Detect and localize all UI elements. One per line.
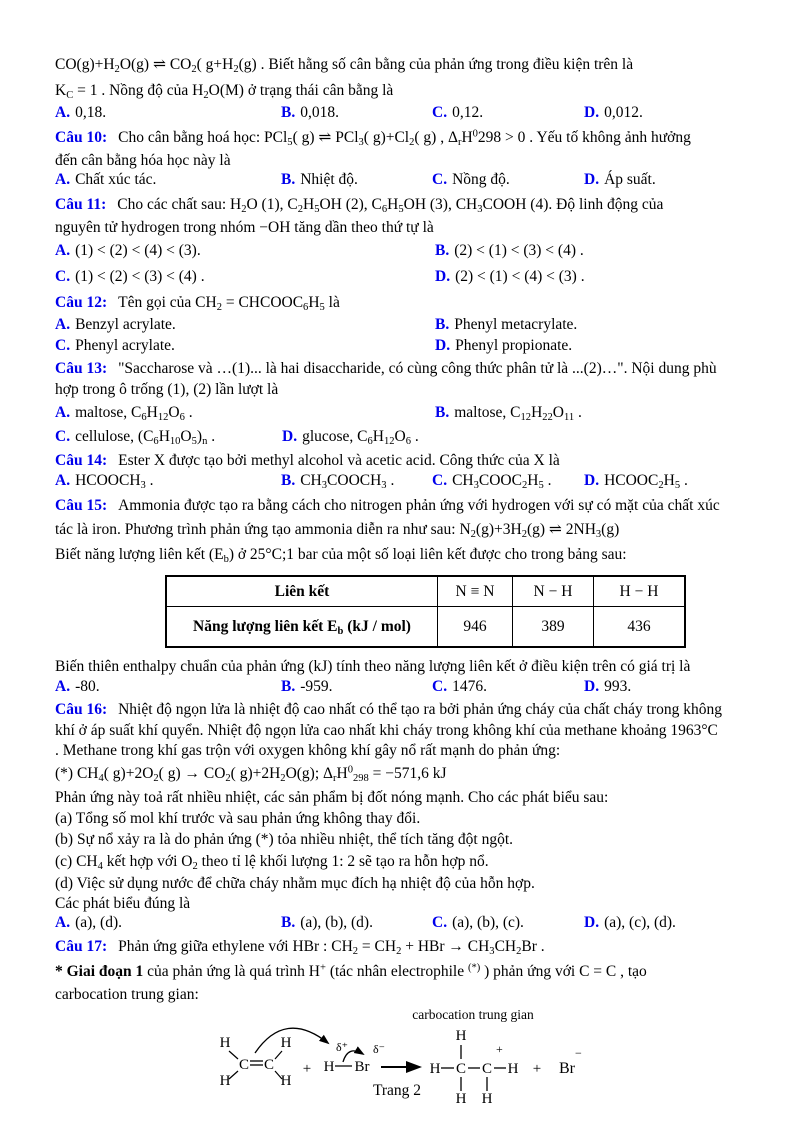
option-text: -80. — [75, 678, 100, 695]
option-letter: B. — [281, 171, 296, 188]
statement-text: (a) Tổng số mol khí trước và sau phản ứng không thay đổi. — [55, 810, 421, 827]
q11-line2-text: nguyên tử hydrogen trong nhóm −OH tăng dần theo thứ tự là — [55, 219, 434, 236]
delta-plus-label: δ⁺ — [336, 1040, 348, 1054]
option-text: 993. — [604, 678, 632, 695]
q9-line1-text: $CO(g)+H_2O(g)$ ⇌ $CO_2$( $g+H_2(g)$ . Biết hằng số cân bằng của phản ứng trong điều kiện trên là — [55, 56, 634, 76]
q13-options-cd — [55, 424, 747, 450]
table-header-hh: H − H — [594, 576, 686, 607]
q15-option-b — [281, 678, 333, 696]
option-letter: B. — [281, 914, 296, 931]
q17-line1 — [55, 935, 747, 959]
q16-statement-b — [55, 829, 747, 850]
option-text: (1) < (2) < (3) < (4) . — [75, 268, 205, 285]
option-text: Áp suất. — [604, 171, 656, 188]
q16-statement-a — [55, 809, 747, 829]
option-letter: A. — [55, 316, 71, 333]
q15-line4-text: Biến thiên enthalpy chuẩn của phản ứng (kJ) tính theo năng lượng liên kết ở điều kiện trên có giá trị là — [55, 658, 691, 675]
q13-line1-text: "Saccharose và …(1)... là hai disaccharide, có cùng công thức phân tử là ...(2)…". Nội dung phù — [118, 360, 717, 377]
q15-line3 — [55, 542, 747, 568]
q12-option-b — [435, 316, 577, 334]
option-letter: C. — [432, 171, 448, 188]
q15-option-c — [432, 678, 487, 696]
option-letter: D. — [584, 914, 600, 931]
q13-options-ab — [55, 400, 747, 424]
table-header-nn: N ≡ N — [438, 576, 513, 607]
q11-label: Câu 11: — [55, 196, 107, 213]
product-h-left: H — [429, 1061, 441, 1077]
table-row-label: Năng lượng liên kết $E_b$ (kJ / mol) — [166, 607, 438, 648]
option-letter: B. — [435, 316, 450, 333]
q15-line1 — [55, 495, 747, 517]
q15-label: Câu 15: — [55, 497, 108, 514]
q14-options — [55, 472, 747, 495]
q17-label: Câu 17: — [55, 938, 108, 955]
statement-text: (d) Việc sử dụng nước để chữa cháy nhằm mục đích hạ nhiệt độ của hỗn hợp. — [55, 875, 535, 892]
q10-line1-text: Cho cân bằng hoá học: PCl$_5$( g) ⇌ PCl$_3$( $g)+Cl_2$( g) , $\Delta_rH^0298 > 0$ . Yếu tố không ảnh hưởng — [118, 128, 691, 149]
q13-option-c — [55, 424, 215, 450]
q16-statement-d — [55, 873, 747, 894]
product-c1: C — [455, 1061, 467, 1077]
statement-text: (b) Sự nổ xảy ra là do phản ứng (*) tỏa nhiều nhiệt, thể tích tăng đột ngột. — [55, 831, 514, 848]
q13-option-b — [435, 400, 582, 426]
statement-text: (c) $CH_4$ kết hợp với $O_2$ theo tỉ lệ khối lượng 1: 2 sẽ tạo ra hỗn hợp nổ. — [55, 853, 489, 873]
option-letter: A. — [55, 472, 71, 489]
option-text: $HCOOCH_3$ . — [75, 472, 154, 492]
q10-options — [55, 171, 747, 192]
option-text: Phenyl acrylate. — [75, 337, 175, 354]
option-text: cellulose, $(C_6H_{10}O_5)_n$ . — [75, 428, 216, 448]
bromide-ion: Br — [559, 1060, 575, 1077]
q9-options — [55, 104, 747, 125]
option-text: Nồng độ. — [452, 171, 510, 188]
product-h-above: H — [455, 1028, 467, 1044]
option-letter: D. — [282, 428, 298, 445]
q16-option-d — [584, 914, 676, 932]
q10-option-c — [432, 171, 510, 189]
carbocation-charge: + — [496, 1042, 503, 1056]
q15-option-a — [55, 678, 100, 696]
q12-line1 — [55, 290, 747, 316]
bromide-charge: − — [575, 1046, 582, 1060]
option-letter: B. — [281, 678, 296, 695]
table-value-nh: 389 — [513, 607, 594, 648]
q9-line2-text: $K_C = 1$ . Nồng độ của $H_2O(M)$ ở trạng thái cân bằng là — [55, 82, 394, 102]
option-text: (1) < (2) < (4) < (3). — [75, 242, 201, 259]
option-letter: B. — [281, 472, 296, 489]
option-letter: C. — [55, 337, 71, 354]
q10-option-a — [55, 171, 156, 189]
q12-option-a — [55, 316, 176, 334]
option-letter: D. — [584, 171, 600, 188]
option-text: 0,012. — [604, 104, 643, 121]
q10-line2-text: đến cân bằng hóa học này là — [55, 152, 231, 169]
q16-line6 — [55, 894, 747, 914]
q17-step-line2 — [55, 985, 747, 1005]
option-text: $CH_3COOCH_3$ . — [300, 472, 395, 492]
q15-line2 — [55, 517, 747, 542]
q13-line2-text: hợp trong ô trống (1), (2) lần lượt là — [55, 381, 279, 398]
q16-options — [55, 914, 747, 935]
page-content — [55, 52, 747, 1112]
q11-line1 — [55, 192, 747, 218]
ethylene-h-bottomright: H — [280, 1073, 292, 1089]
table-value-hh: 436 — [594, 607, 686, 648]
option-text: Benzyl acrylate. — [75, 316, 176, 333]
q13-option-d — [282, 424, 419, 450]
option-letter: D. — [584, 678, 600, 695]
product-c2: C — [481, 1061, 493, 1077]
bond-energy-table — [165, 575, 686, 648]
q17-line1-text: Phản ứng giữa ethylene với HBr : $CH_2 = CH_2$ + HBr → $CH_3CH_2Br$ . — [118, 938, 545, 958]
q16-label: Câu 16: — [55, 701, 108, 718]
option-letter: C. — [55, 428, 71, 445]
q15-line3-text: Biết năng lượng liên kết $(E_b)$ ở 25°C;1 bar của một số loại liên kết được cho trong bảng sau: — [55, 546, 627, 566]
option-letter: D. — [435, 337, 451, 354]
q16-option-c — [432, 914, 524, 932]
q16-line3 — [55, 741, 747, 761]
q14-line1-text: Ester X được tạo bởi methyl alcohol và acetic acid. Công thức của X là — [118, 452, 560, 469]
q9-option-b — [281, 104, 339, 122]
q14-option-d — [584, 472, 688, 490]
option-letter: C. — [432, 914, 448, 931]
option-letter: C. — [55, 268, 71, 285]
option-letter: C. — [432, 104, 448, 121]
q13-line2 — [55, 380, 747, 400]
q16-line3-text: . Methane trong khí gas trộn với oxygen không khí gây nổ rất mạnh do phản ứng: — [55, 742, 561, 759]
option-text: 0,018. — [300, 104, 339, 121]
product-h-below-c1: H — [455, 1091, 467, 1107]
q15-line1-text: Ammonia được tạo ra bằng cách cho nitrogen phản ứng với hydrogen với sự có mặt của chất xúc — [118, 497, 720, 514]
ethylene-c2: C — [263, 1057, 275, 1073]
q12-option-c — [55, 337, 175, 355]
q16-option-a — [55, 914, 122, 932]
plus-sign: + — [302, 1061, 312, 1077]
option-text: (a), (c), (d). — [604, 914, 676, 931]
option-letter: B. — [435, 242, 450, 259]
q16-option-b — [281, 914, 373, 932]
q12-option-d — [435, 337, 572, 355]
q17-step-line — [55, 959, 747, 985]
option-letter: B. — [281, 104, 296, 121]
q16-statement-c — [55, 850, 747, 873]
diagram-caption: carbocation trung gian — [412, 1007, 534, 1022]
ethylene-h-bottomleft: H — [219, 1073, 231, 1089]
table-header-nh: N − H — [513, 576, 594, 607]
q16-reaction-text: (*) $CH_4$( $g)+2O_2$( $g) \to CO_2$( $g)+2H_2O(g)$; $\Delta_rH^0_{298} = -571,6$ kJ — [55, 764, 447, 785]
q11-option-c — [55, 264, 205, 290]
q12-label: Câu 12: — [55, 294, 108, 311]
q14-option-b — [281, 472, 394, 490]
q15-line4 — [55, 656, 747, 678]
q11-line1-text: Cho các chất sau: $H_2O$ (1), $C_2H_5OH$ (2), $C_6H_5OH$ (3), $CH_3COOH$ (4). Độ linh động của — [117, 196, 664, 216]
option-letter: B. — [435, 404, 450, 421]
q16-line5 — [55, 787, 747, 809]
option-letter: A. — [55, 171, 71, 188]
option-letter: A. — [55, 104, 71, 121]
option-letter: D. — [435, 268, 451, 285]
curved-arrow-pi-bond — [255, 1028, 328, 1053]
option-text: Phenyl propionate. — [455, 337, 573, 354]
q11-option-d — [435, 264, 585, 290]
table-header-bond: Liên kết — [166, 576, 438, 607]
ethylene-h-topright: H — [280, 1035, 292, 1051]
q10-label: Câu 10: — [55, 129, 108, 146]
step-bold: Giai đoạn 1 — [66, 963, 144, 980]
q16-line6-text: Các phát biểu đúng là — [55, 895, 191, 912]
hbr-h: H — [323, 1059, 335, 1075]
table-data-row — [166, 607, 685, 648]
q11-line2 — [55, 218, 747, 238]
q9-option-c — [432, 104, 483, 122]
q12-options-cd — [55, 337, 747, 358]
option-letter: A. — [55, 678, 71, 695]
q11-options-ab — [55, 238, 747, 264]
option-text: Nhiệt độ. — [300, 171, 358, 188]
option-text: Chất xúc tác. — [75, 171, 157, 188]
step-bullet: * — [55, 963, 63, 980]
option-letter: D. — [584, 104, 600, 121]
option-text: (a), (b), (d). — [300, 914, 373, 931]
option-letter: A. — [55, 242, 71, 259]
q15-options — [55, 678, 747, 699]
q10-option-b — [281, 171, 358, 189]
product-h-below-c2: H — [481, 1091, 493, 1107]
option-text: 0,12. — [452, 104, 484, 121]
q16-line5-text: Phản ứng này toả rất nhiều nhiệt, các sản phẩm bị đốt nóng mạnh. Cho các phát biểu sau: — [55, 789, 609, 806]
q9-option-d — [584, 104, 643, 122]
q16-line1-text: Nhiệt độ ngọn lửa là nhiệt độ cao nhất có thể tạo ra bởi phản ứng cháy của chất cháy trong không — [118, 701, 723, 718]
option-letter: A. — [55, 404, 71, 421]
option-text: (2) < (1) < (4) < (3) . — [455, 268, 585, 285]
q10-option-d — [584, 171, 656, 189]
q16-line2 — [55, 721, 747, 741]
option-letter: D. — [584, 472, 600, 489]
q12-options-ab — [55, 316, 747, 337]
option-text: glucose, $C_6H_{12}O_6$ . — [302, 428, 419, 448]
q15-line2-text: tác là iron. Phương trình phản ứng tạo ammonia diễn ra như sau: $N_2(g)+3H_2(g)$ ⇌ $2NH_3(g)$ — [55, 521, 620, 541]
q11-option-a — [55, 238, 201, 264]
q9-line2 — [55, 78, 747, 104]
q14-label: Câu 14: — [55, 452, 108, 469]
option-text: (a), (b), (c). — [452, 914, 524, 931]
q16-reaction — [55, 761, 747, 787]
option-text: Phenyl metacrylate. — [454, 316, 578, 333]
option-text: $CH_3COOC_2H_5$ . — [452, 472, 552, 492]
option-letter: C. — [432, 678, 448, 695]
delta-minus-label: δ⁻ — [373, 1042, 385, 1056]
q10-line2 — [55, 151, 747, 171]
plus-sign-2: + — [532, 1061, 542, 1077]
q11-option-b — [435, 238, 584, 264]
q14-option-c — [432, 472, 551, 490]
step-text: của phản ứng là quá trình H+ (tác nhân electrophile (*) ) phản ứng với C = C , tạo — [147, 962, 647, 980]
q12-line1-text: Tên gọi của $CH_2$ = $CHCOOC_6H_5$ là — [118, 294, 340, 314]
option-text: -959. — [300, 678, 333, 695]
option-text: 0,18. — [75, 104, 107, 121]
table-value-nn: 946 — [438, 607, 513, 648]
option-text: (2) < (1) < (3) < (4) . — [454, 242, 584, 259]
q15-option-d — [584, 678, 631, 696]
option-text: maltose, $C_{12}H_{22}O_{11}$ . — [454, 404, 582, 424]
q16-line1 — [55, 699, 747, 721]
q14-option-a — [55, 472, 154, 490]
step-line2-text: carbocation trung gian: — [55, 986, 199, 1003]
page-number: Trang 2 — [372, 1082, 422, 1099]
option-letter: A. — [55, 914, 71, 931]
q13-line1 — [55, 358, 747, 380]
q13-label: Câu 13: — [55, 360, 108, 377]
q14-line1 — [55, 450, 747, 472]
q9-option-a — [55, 104, 106, 122]
ethylene-h-topleft: H — [219, 1035, 231, 1051]
q13-option-a — [55, 400, 193, 426]
ethylene-c1: C — [238, 1057, 250, 1073]
q9-line1 — [55, 52, 747, 78]
option-text: maltose, $C_6H_{12}O_6$ . — [75, 404, 193, 424]
hbr-br: Br — [354, 1059, 370, 1075]
option-text: (a), (d). — [75, 914, 122, 931]
q10-line1 — [55, 125, 747, 151]
option-letter: C. — [432, 472, 448, 489]
q11-options-cd — [55, 264, 747, 290]
option-text: $HCOOC_2H_5$ . — [604, 472, 688, 492]
table-header-row — [166, 576, 685, 607]
q16-line2-text: khí ở áp suất khí quyển. Nhiệt độ ngọn lửa cao nhất khi cháy trong không khí của methane khoảng 1963°C — [55, 722, 718, 739]
product-h-right: H — [507, 1061, 519, 1077]
option-text: 1476. — [452, 678, 487, 695]
